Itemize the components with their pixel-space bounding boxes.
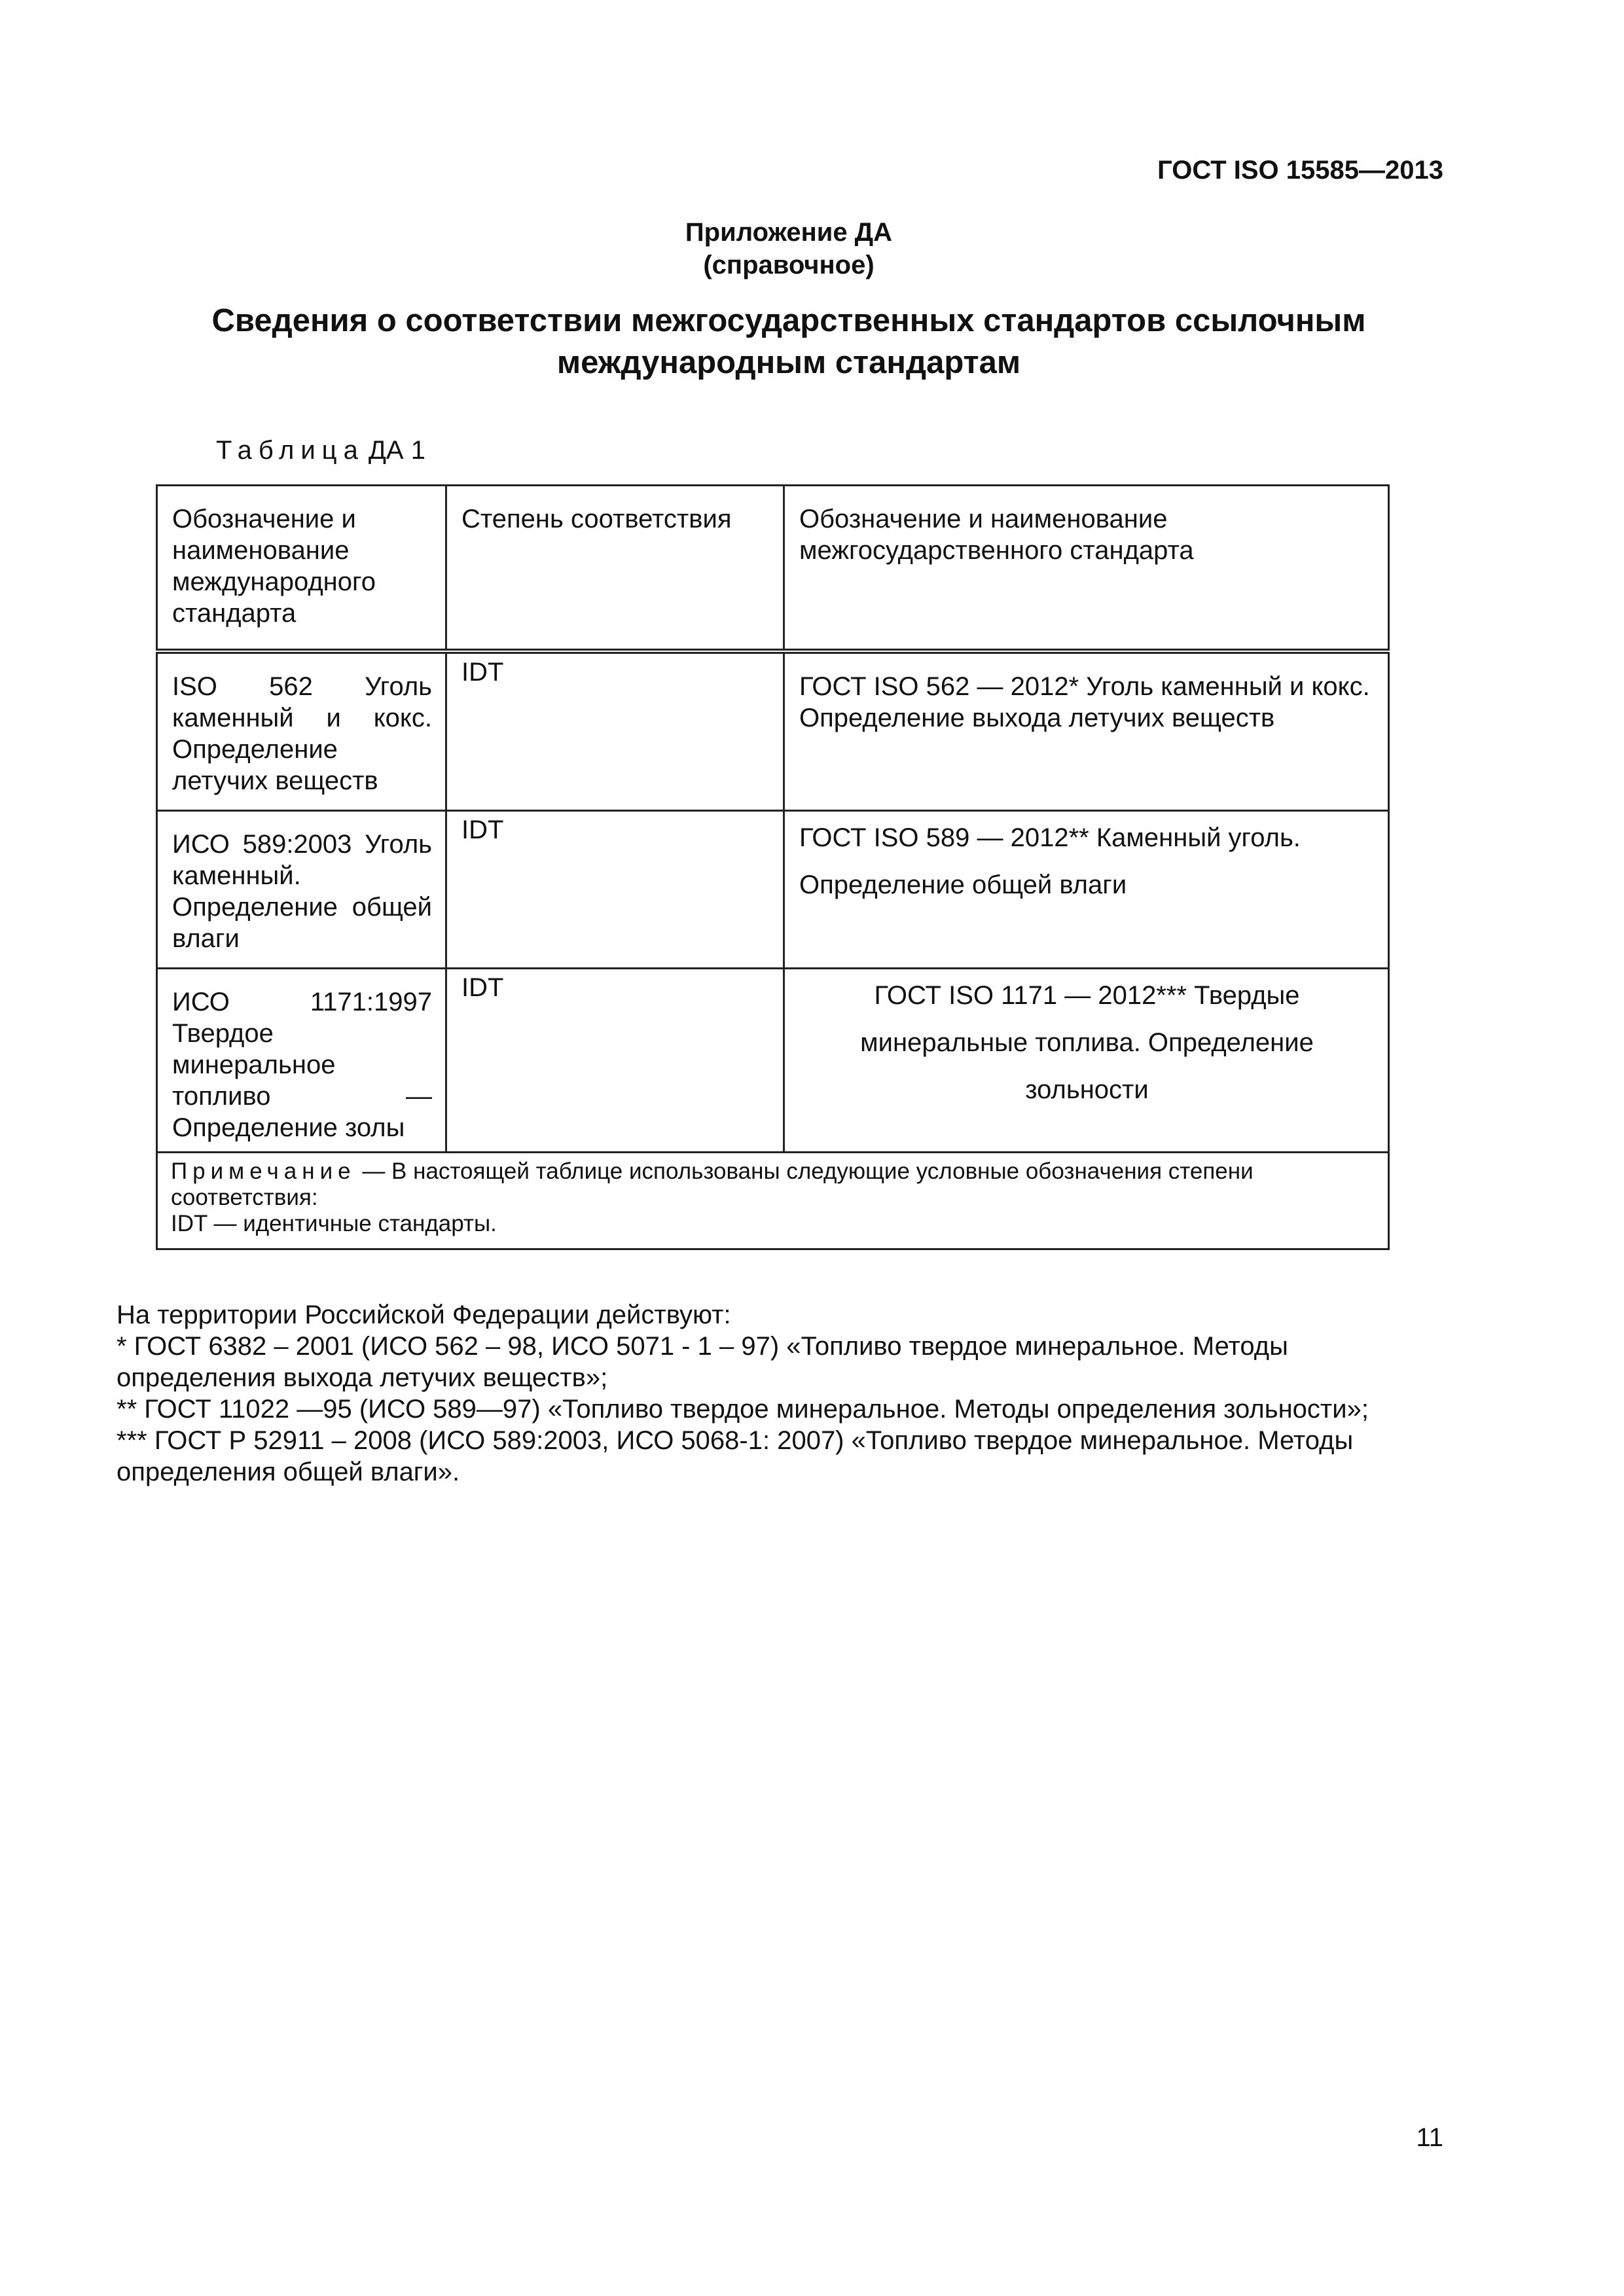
page-title	[0, 300, 1578, 384]
appendix-heading	[0, 216, 1578, 281]
cell-interstate-standard: ГОСТ ISO 562 — 2012* Уголь каменный и кокс. Определение выхода летучих веществ	[784, 651, 1389, 811]
footnote-line: определения выхода летучих веществ»;	[117, 1363, 608, 1392]
interstate-line-2: Определение общей влаги	[799, 870, 1127, 899]
cell-intl-standard: ИСО 589:2003 Уголь каменный. Определение общей влаги	[157, 811, 446, 969]
interstate-line-2: минеральные топлива. Определение зольности	[860, 1028, 1314, 1104]
cell-interstate-standard	[784, 811, 1389, 969]
page-number: 11	[1416, 2123, 1443, 2152]
footnotes-intro: На территории Российской Федерации действуют:	[117, 1300, 731, 1329]
title-line-2: международным стандартам	[556, 345, 1021, 380]
cell-intl-standard: ISO 562 Уголь каменный и кокс. Определение летучих веществ	[157, 651, 446, 811]
cell-degree: IDT	[446, 811, 784, 969]
table-label	[216, 436, 425, 465]
footnote-line: ** ГОСТ 11022 —95 (ИСО 589—97) «Топливо твердое минеральное. Методы определения зольности»;	[117, 1395, 1369, 1424]
table-label-id: ДА 1	[368, 436, 425, 465]
header-degree: Степень соответствия	[446, 486, 784, 652]
cell-degree: IDT	[446, 651, 784, 811]
interstate-line-1: ГОСТ ISO 1171 — 2012*** Твердые	[874, 981, 1300, 1010]
table-row	[157, 969, 1389, 1153]
footnote-line: * ГОСТ 6382 – 2001 (ИСО 562 – 98, ИСО 5071 - 1 – 97) «Топливо твердое минеральное. Методы	[117, 1332, 1288, 1361]
footnote-line: определения общей влаги».	[117, 1458, 460, 1486]
cell-degree: IDT	[446, 969, 784, 1153]
table-note-row	[157, 1153, 1389, 1249]
interstate-line-1: ГОСТ ISO 589 — 2012** Каменный уголь.	[799, 823, 1301, 852]
cell-interstate-standard	[784, 969, 1389, 1153]
appendix-type: (справочное)	[703, 251, 875, 279]
note-item: IDT — идентичные стандарты.	[171, 1211, 497, 1236]
correspondence-table	[156, 484, 1390, 1250]
note-text	[171, 1158, 1375, 1211]
appendix-name: Приложение ДА	[685, 218, 893, 247]
footnotes	[117, 1299, 1530, 1488]
table-header-row	[157, 486, 1389, 652]
document-code: ГОСТ ISO 15585—2013	[1157, 156, 1443, 185]
table-note	[157, 1153, 1389, 1249]
title-line-1: Сведения о соответствии межгосударственных стандартов ссылочным	[211, 303, 1366, 338]
table-label-prefix: Таблица	[216, 436, 365, 465]
header-interstate-standard: Обозначение и наименование межгосударственного стандарта	[784, 486, 1389, 652]
footnote-line: *** ГОСТ Р 52911 – 2008 (ИСО 589:2003, ИСО 5068-1: 2007) «Топливо твердое минеральное. Методы	[117, 1426, 1354, 1455]
note-body: — В настоящей таблице использованы следующие условные обозначения степени соответствия:	[171, 1158, 1254, 1210]
table-row	[157, 811, 1389, 969]
table-row	[157, 651, 1389, 811]
note-label: Примечание	[171, 1158, 356, 1184]
cell-intl-standard: ИСО 1171:1997 Твердое минеральное топливо — Определение золы	[157, 969, 446, 1153]
header-intl-standard: Обозначение и наименование международного стандарта	[157, 486, 446, 652]
